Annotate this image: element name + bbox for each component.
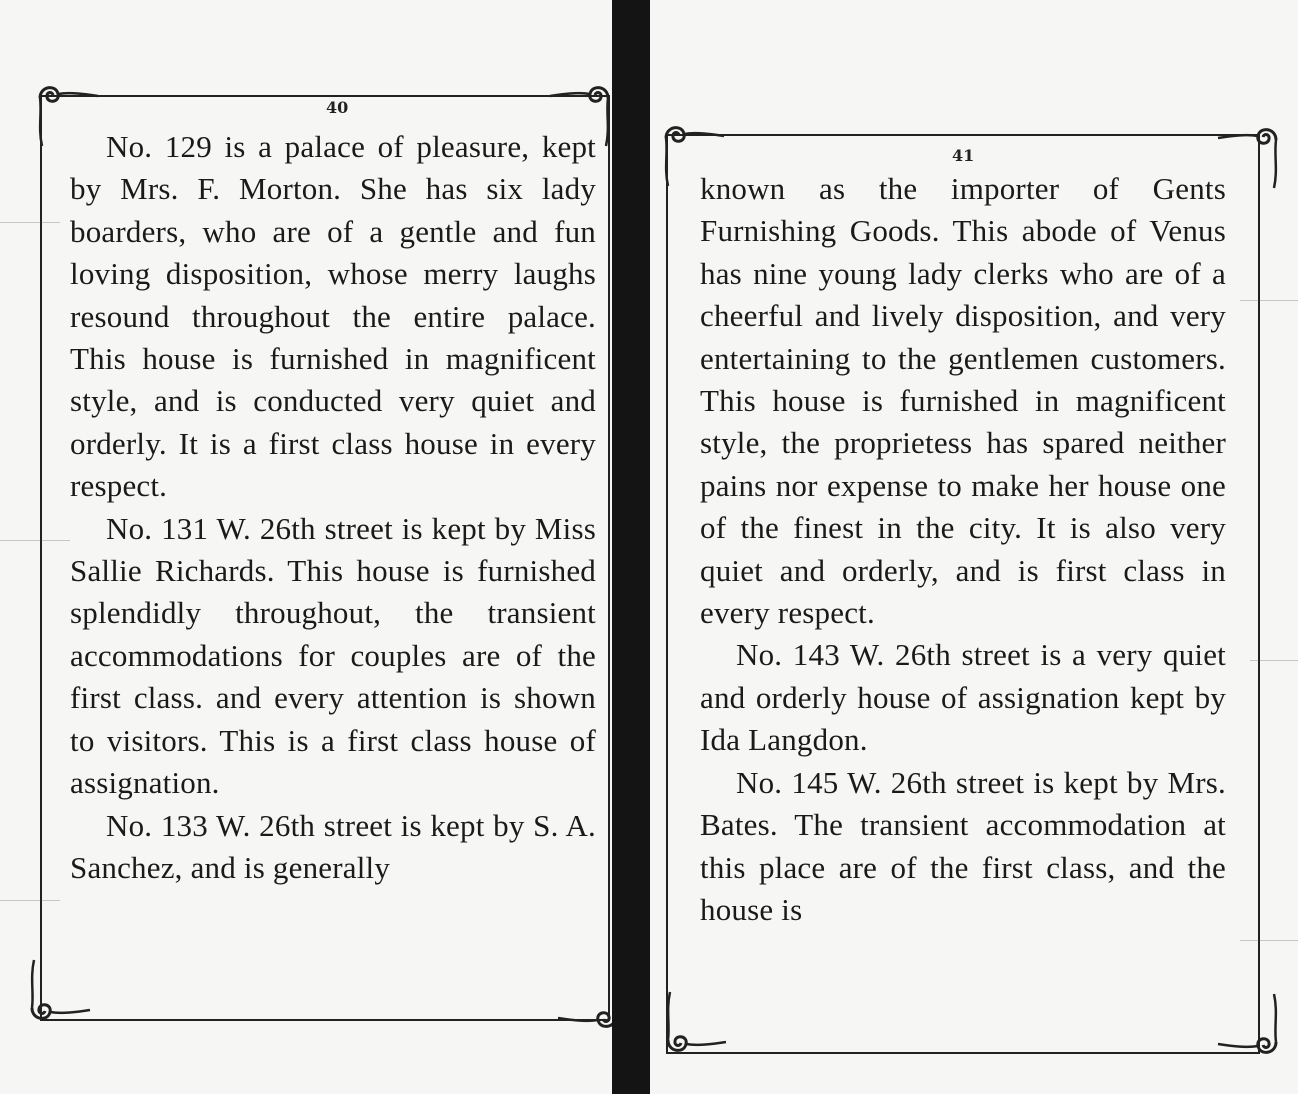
scan-artifact bbox=[1240, 940, 1298, 941]
book-gutter bbox=[612, 0, 650, 1094]
scan-artifact bbox=[1250, 660, 1298, 661]
right-page-body bbox=[700, 168, 1226, 931]
scan-artifact bbox=[1240, 300, 1298, 301]
paragraph: No. 129 is a palace of pleasure, kept by Mrs. F. Morton. She has six lady boarders, who are of a gentle and fun loving disposition, whose merry laughs resound throughout the entire palace. This house is furnished in magnificent style, and is conducted very quiet and orderly. It is a first class house in every respect. bbox=[70, 129, 596, 504]
ornament-bottom-left-icon bbox=[658, 990, 728, 1060]
paragraph: known as the importer of Gents Furnishing Goods. This abode of Venus has nine young lady clerks who are of a cheerful and lively disposition, and very entertaining to the gentlemen customers. This house is furnished in magnificent style, the proprietess has spared neither pains nor expense to make her house one of the finest in the city. It is also very quiet and orderly, and is first class in every respect. bbox=[700, 171, 1226, 631]
scan-artifact bbox=[0, 222, 60, 223]
ornament-top-right-icon bbox=[1216, 120, 1286, 190]
page-number: 41 bbox=[952, 146, 975, 165]
paragraph: No. 143 W. 26th street is a very quiet and orderly house of assignation kept by Ida Langdon. bbox=[700, 637, 1226, 758]
paragraph: No. 131 W. 26th street is kept by Miss Sallie Richards. This house is furnished splendidly throughout, the transient accommodations for couples are of the first class. and every attention is shown to visitors. This is a first class house of assignation. bbox=[70, 510, 596, 801]
left-page bbox=[0, 0, 612, 1094]
paragraph: No. 145 W. 26th street is kept by Mrs. Bates. The transient accommodation at this place are of the first class, and the house is bbox=[700, 764, 1226, 927]
right-page bbox=[650, 0, 1298, 1094]
paragraph: No. 133 W. 26th street is kept by S. A. Sanchez, and is generally bbox=[70, 807, 596, 885]
scan-artifact bbox=[0, 900, 60, 901]
ornament-bottom-left-icon bbox=[22, 958, 92, 1028]
scan-artifact bbox=[0, 540, 70, 541]
page-number: 40 bbox=[326, 98, 349, 117]
left-page-body bbox=[70, 126, 596, 889]
ornament-bottom-right-icon bbox=[1216, 992, 1286, 1062]
